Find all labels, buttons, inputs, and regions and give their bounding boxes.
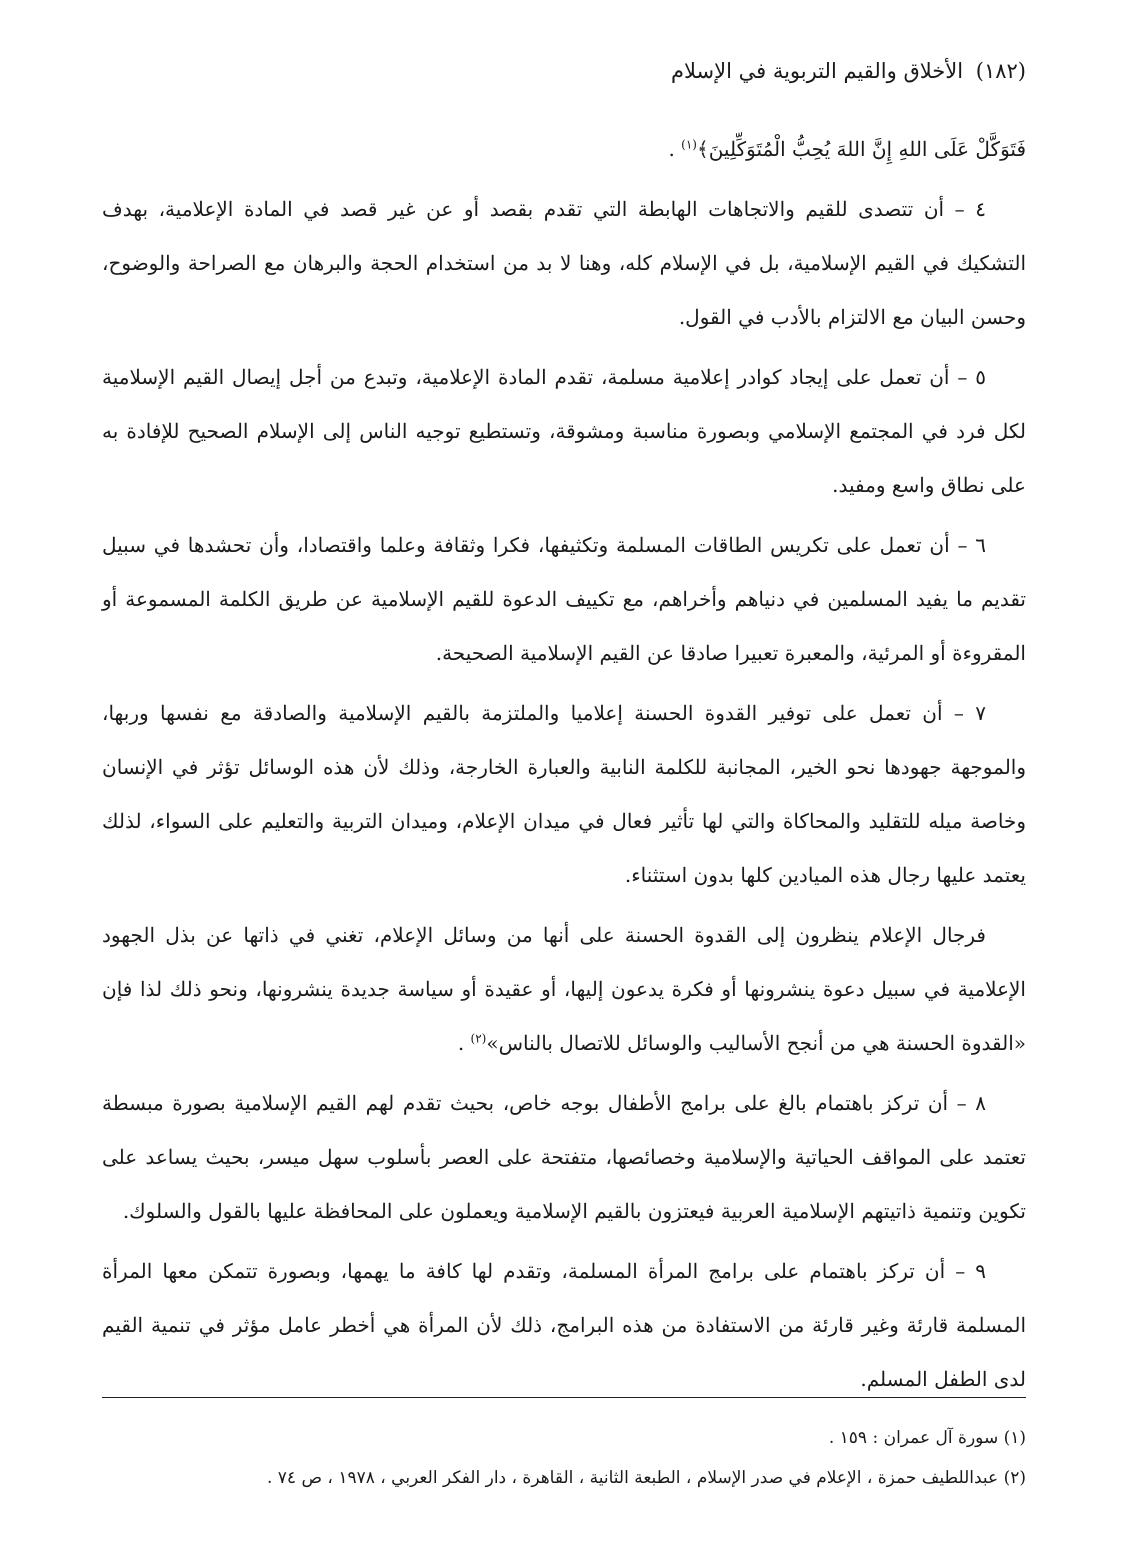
paragraph-5: ٥ – أن تعمل على إيجاد كوادر إعلامية مسلمة، تقدم المادة الإعلامية، وتبدع من أجل إيصال القيم الإسلامية لكل فرد في المجتمع الإسلامي وبصورة مناسبة ومشوقة، وتستطيع توجيه الناس إلى الإسلام الصحيح للإفادة به على نطاق واسع ومفيد. — [102, 365, 1026, 497]
running-header — [671, 56, 1026, 86]
paragraph-9: ٩ – أن تركز باهتمام على برامج المرأة المسلمة، وتقدم لها كافة ما يهمها، وبصورة تتمكن معها المرأة المسلمة قارئة وغير قارئة من الاستفادة من هذه البرامج، ذلك لأن المرأة هي أخطر عامل مؤثر في تنمية القيم لدى الطفل المسلم. — [102, 1259, 1027, 1391]
footnote-ref-1[interactable]: (١) — [681, 137, 697, 152]
paragraph-4: ٤ – أن تتصدى للقيم والاتجاهات الهابطة التي تقدم بقصد أو عن غير قصد في المادة الإعلامية، بهدف التشكيك في القيم الإسلامية، بل في الإسلام كله، وهنا لا بد من استخدام الحجة والبرهان مع الصراحة والوضوح، وحسن البيان مع الالتزام بالأدب في القول. — [102, 197, 1026, 329]
footnote-2: (٢) عبداللطيف حمزة ، الإعلام في صدر الإسلام ، الطبعة الثانية ، القاهرة ، دار الفكر العربي ، ١٩٧٨ ، ص ٧٤ . — [266, 1468, 1026, 1488]
verse-end: . — [668, 137, 675, 161]
paragraph-7-continued — [102, 908, 1026, 1070]
paragraph-7-continued-text: فرجال الإعلام ينظرون إلى القدوة الحسنة على أنها من وسائل الإعلام، تغني في ذاتها عن بذل الجهود الإعلامية في سبيل دعوة ينشرونها أو فكرة يدعون إليها، أو عقيدة أو سياسة جديدة ينشرونها، ونحو ذلك لذا فإن «القدوة الحسنة هي من أنجح الأساليب والوسائل للاتصال بالناس» — [102, 923, 1026, 1055]
paragraph-7-continued-end: . — [457, 1031, 465, 1055]
paragraph-6: ٦ – أن تعمل على تكريس الطاقات المسلمة وتكثيفها، فكرا وثقافة وعلما واقتصادا، وأن تحشدها في سبيل تقديم ما يفيد المسلمين في دنياهم وأخراهم، مع تكييف الدعوة للقيم الإسلامية عن طريق الكلمة المسموعة أو المقروءة أو المرئية، والمعبرة تعبيرا صادقا عن القيم الإسلامية الصحيحة. — [102, 533, 1026, 665]
page-number: (١٨٢) — [975, 59, 1026, 83]
book-title: الأخلاق والقيم التربوية في الإسلام — [671, 59, 964, 83]
main-text — [102, 122, 1026, 1412]
footnote-divider — [102, 1397, 1026, 1398]
footnote-1: (١) سورة آل عمران : ١٥٩ . — [828, 1428, 1026, 1448]
quran-verse — [102, 122, 1026, 176]
verse-text: فَتَوَكَّلْ عَلَى اللهِ إِنَّ اللهَ يُحِبُّ الْمُتَوَكِّلِينَ﴾ — [696, 137, 1026, 161]
paragraph-8: ٨ – أن تركز باهتمام بالغ على برامج الأطفال بوجه خاص، بحيث تقدم لهم القيم الإسلامية بصورة مبسطة تعتمد على المواقف الحياتية والإسلامية وخصائصها، متفتحة على العصر بأسلوب سهل ميسر، بحيث يساعد على تكوين وتنمية ذاتيتهم الإسلامية العربية فيعتزون بالقيم الإسلامية ويعملون على المحافظة عليها بالقول والسلوك. — [102, 1091, 1026, 1223]
footnote-ref-2[interactable]: (٢) — [470, 1031, 487, 1046]
footnotes — [102, 1418, 1026, 1498]
paragraph-7: ٧ – أن تعمل على توفير القدوة الحسنة إعلاميا والملتزمة بالقيم الإسلامية والصادقة مع نفسها وربها، والموجهة جهودها نحو الخير، المجانبة للكلمة النابية والعبارة الخارجة، وذلك لأن هذه الوسائل تؤثر في الإنسان وخاصة ميله للتقليد والمحاكاة والتي لها تأثير فعال في ميدان الإعلام، وميدان التربية والتعليم على السواء، لذلك يعتمد عليها رجال هذه الميادين كلها بدون استثناء. — [102, 701, 1026, 887]
